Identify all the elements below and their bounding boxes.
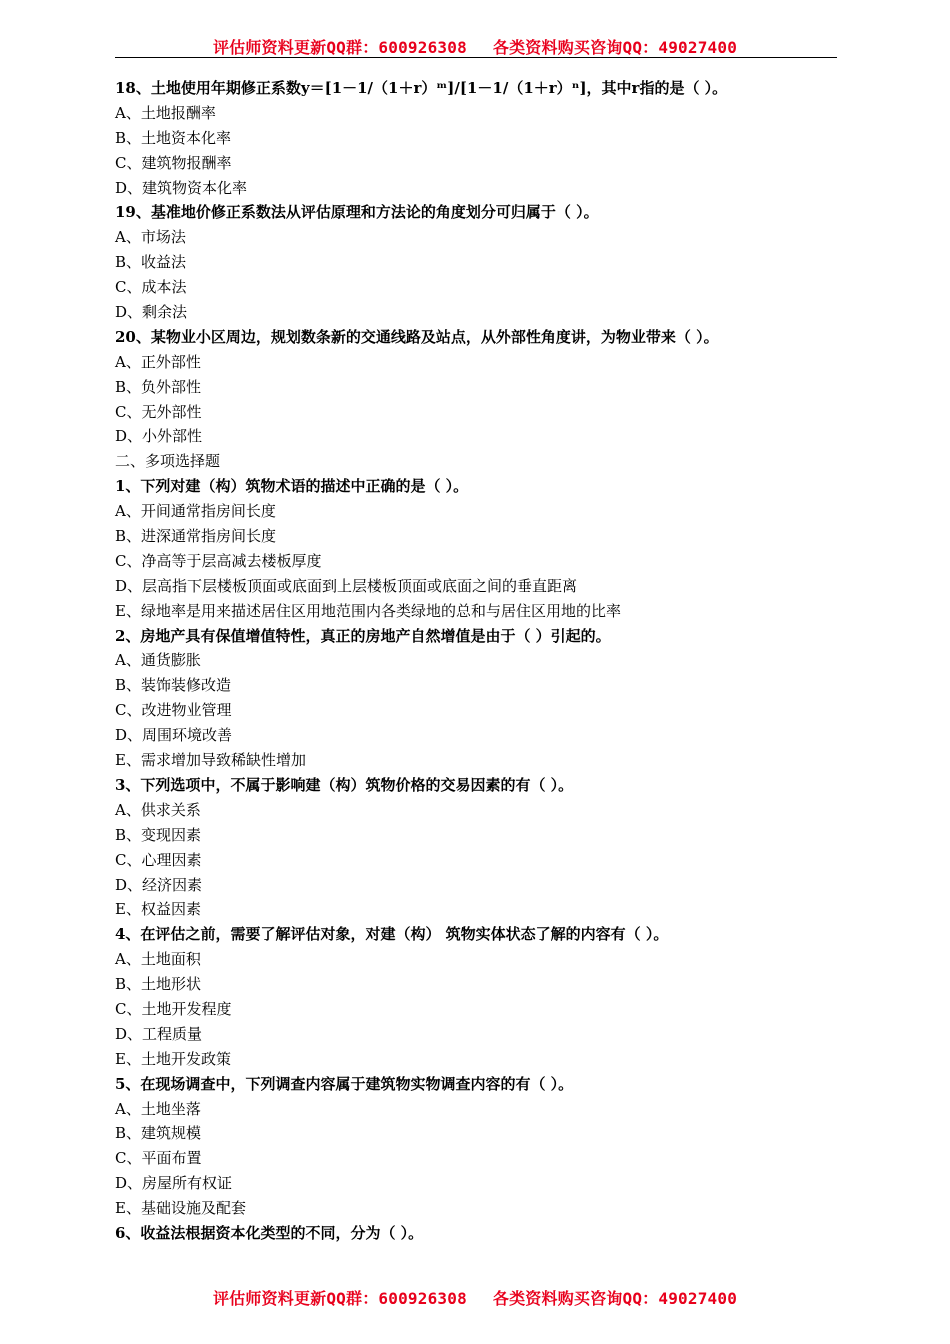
question-stem: 2、房地产具有保值增值特性，真正的房地产自然增值是由于（ ）引起的。: [115, 626, 611, 645]
answer-option: C、土地开发程度: [115, 999, 232, 1018]
header-qq-group: 评估师资料更新QQ群：600926308: [212, 38, 467, 57]
answer-option: E、绿地率是用来描述居住区用地范围内各类绿地的总和与居住区用地的比率: [115, 601, 621, 620]
question-stem: 6、收益法根据资本化类型的不同，分为（ ）。: [115, 1223, 424, 1242]
footer-qq-group: 评估师资料更新QQ群：600926308: [212, 1289, 467, 1308]
answer-option: B、进深通常指房间长度: [115, 527, 277, 546]
header-rule: [115, 57, 837, 58]
header-purchase-qq: 各类资料购买咨询QQ：49027400: [492, 38, 738, 57]
answer-option: D、建筑物资本化率: [115, 178, 248, 197]
answer-option: C、心理因素: [115, 850, 202, 869]
answer-option: B、土地形状: [115, 975, 202, 994]
question-stem: 19、基准地价修正系数法从评估原理和方法论的角度划分可归属于（ ）。: [115, 203, 599, 222]
answer-option: C、建筑物报酬率: [115, 153, 232, 172]
answer-option: D、剩余法: [115, 303, 188, 322]
answer-option: B、建筑规模: [115, 1124, 202, 1143]
answer-option: D、层高指下层楼板顶面或底面到上层楼板顶面或底面之间的垂直距离: [115, 576, 578, 595]
answer-option: E、土地开发政策: [115, 1049, 231, 1068]
answer-option: A、通货膨胀: [115, 651, 201, 670]
answer-option: C、净高等于层高减去楼板厚度: [115, 551, 322, 570]
header-banner: [0, 35, 950, 58]
answer-option: E、需求增加导致稀缺性增加: [115, 751, 306, 770]
answer-option: D、小外部性: [115, 427, 203, 446]
question-stem: 4、在评估之前，需要了解评估对象，对建（构） 筑物实体状态了解的内容有（ ）。: [115, 925, 669, 944]
footer-purchase-qq: 各类资料购买咨询QQ：49027400: [492, 1289, 738, 1308]
answer-option: C、成本法: [115, 278, 187, 297]
question-stem: 3、下列选项中，不属于影响建（构）筑物价格的交易因素的有（ ）。: [115, 775, 574, 794]
answer-option: A、正外部性: [115, 352, 201, 371]
answer-option: A、供求关系: [115, 800, 201, 819]
answer-option: B、土地资本化率: [115, 128, 232, 147]
question-stem: 20、某物业小区周边，规划数条新的交通线路及站点，从外部性角度讲，为物业带来（ ）。: [115, 327, 719, 346]
answer-option: E、权益因素: [115, 900, 201, 919]
answer-option: D、工程质量: [115, 1024, 203, 1043]
answer-option: B、收益法: [115, 253, 187, 272]
answer-option: D、房屋所有权证: [115, 1174, 233, 1193]
question-stem: 1、下列对建（构）筑物术语的描述中正确的是（ ）。: [115, 477, 469, 496]
footer-banner: [0, 1286, 950, 1309]
answer-option: C、无外部性: [115, 402, 202, 421]
answer-option: C、改进物业管理: [115, 701, 232, 720]
answer-option: B、负外部性: [115, 377, 202, 396]
answer-option: A、土地报酬率: [115, 103, 216, 122]
answer-option: B、装饰装修改造: [115, 676, 232, 695]
question-list: [115, 76, 835, 1246]
section-heading: 二、多项选择题: [115, 452, 221, 471]
answer-option: B、变现因素: [115, 825, 202, 844]
answer-option: D、周围环境改善: [115, 726, 233, 745]
answer-option: D、经济因素: [115, 875, 203, 894]
answer-option: A、市场法: [115, 228, 186, 247]
answer-option: E、基础设施及配套: [115, 1199, 246, 1218]
answer-option: C、平面布置: [115, 1149, 202, 1168]
question-stem: 18、土地使用年期修正系数y＝[1－1/（1＋r）ᵐ]/[1－1/（1＋r）ⁿ]，其中r指的是（ ）。: [115, 79, 728, 97]
question-stem: 5、在现场调查中，下列调查内容属于建筑物实物调查内容的有（ ）。: [115, 1074, 574, 1093]
answer-option: A、开间通常指房间长度: [115, 502, 276, 521]
answer-option: A、土地面积: [115, 950, 201, 969]
answer-option: A、土地坐落: [115, 1099, 201, 1118]
